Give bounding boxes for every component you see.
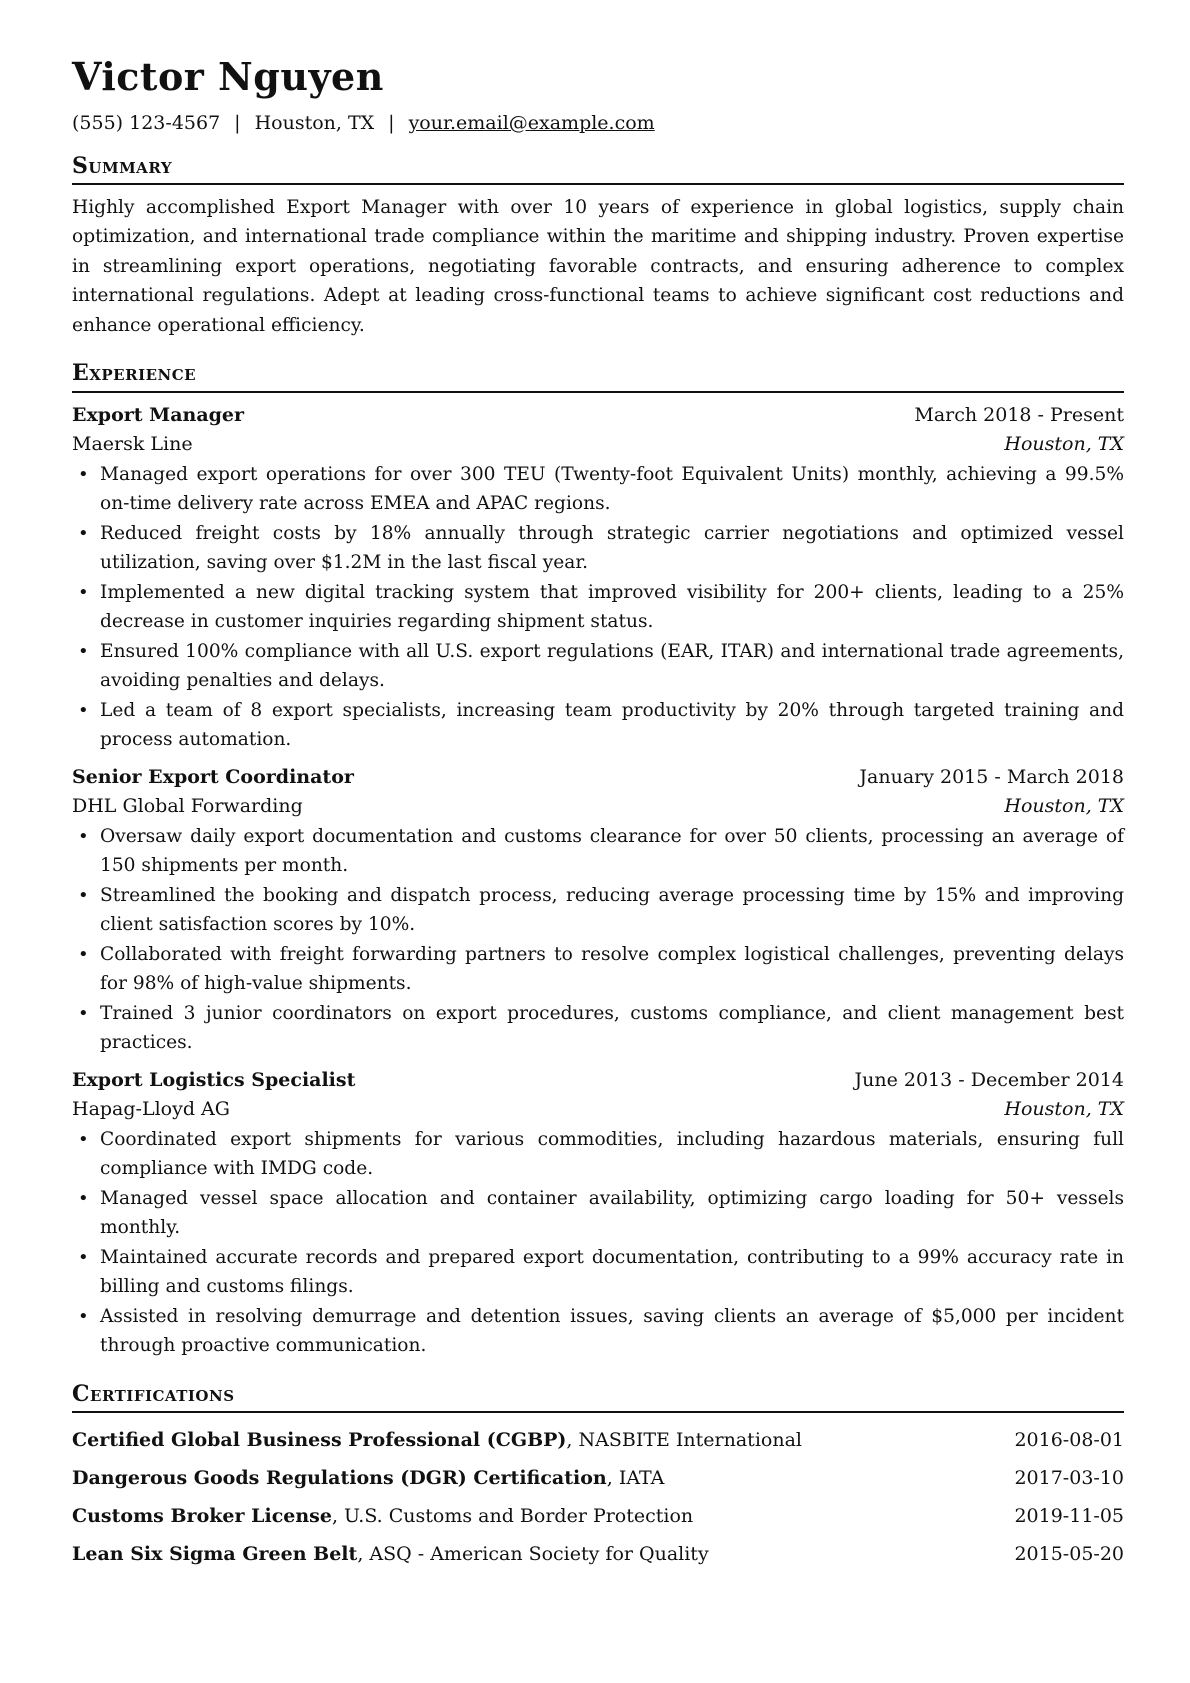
bullet-text: Oversaw daily export documentation and customs clearance for over 50 clients, processing an average of 150 shipments per month. [100, 825, 1124, 877]
job-dates: January 2015 - March 2018 [859, 765, 1124, 788]
summary-text: Highly accomplished Export Manager with over 10 years of experience in global logistics, supply chain optimization, and international trade compliance within the maritime and shipping industry. Proven expertise in streamlining export operations, negotiating favorable contracts, and ensuring adherence to complex international regulations. Adept at leading cross-functional teams to achieve significant cost reductions and enhance operational efficiency. [72, 196, 1124, 336]
bullet-text: Managed export operations for over 300 TEU (Twenty-foot Equivalent Units) monthly, achieving a 99.5% on-time delivery rate across EMEA and APAC regions. [100, 463, 1124, 515]
list-item [72, 578, 1124, 637]
job-title: Senior Export Coordinator [72, 765, 354, 788]
job-location: Houston, TX [1004, 433, 1124, 456]
certification-info [72, 1535, 709, 1573]
certification-name: Dangerous Goods Regulations (DGR) Certification [72, 1467, 607, 1490]
list-item [72, 999, 1124, 1058]
job-entry [72, 401, 1124, 755]
bullet-text: Assisted in resolving demurrage and detention issues, saving clients an average of $5,000 per incident through proactive communication. [100, 1305, 1124, 1357]
phone: (555) 123-4567 [72, 111, 221, 134]
bullet-text: Trained 3 junior coordinators on export procedures, customs compliance, and client management best practices. [100, 1002, 1124, 1054]
section-title-summary: Summary [72, 152, 173, 179]
certification-date: 2019-11-05 [1014, 1505, 1124, 1528]
job-subheader [72, 1095, 1124, 1125]
separator: | [234, 111, 241, 134]
job-header [72, 1066, 1124, 1096]
certification-issuer: , ASQ - American Society for Quality [357, 1543, 709, 1566]
bullet-icon: • [78, 463, 89, 485]
bullet-icon: • [78, 943, 89, 965]
section-title-certifications: Certifications [72, 1380, 235, 1407]
certification-info [72, 1421, 802, 1459]
certification-issuer: , U.S. Customs and Border Protection [331, 1505, 694, 1528]
job-company: Maersk Line [72, 433, 193, 456]
certification-issuer: , NASBITE International [566, 1429, 802, 1452]
section-divider [72, 391, 1124, 393]
job-header [72, 401, 1124, 431]
job-title: Export Manager [72, 403, 245, 426]
section-divider [72, 1411, 1124, 1413]
job-bullets [72, 822, 1124, 1058]
bullet-text: Managed vessel space allocation and container availability, optimizing cargo loading for 50+ vessels monthly. [100, 1187, 1124, 1239]
job-subheader [72, 792, 1124, 822]
candidate-name: Victor Nguyen [72, 54, 384, 99]
list-item [72, 696, 1124, 755]
bullet-text: Maintained accurate records and prepared export documentation, contributing to a 99% accuracy rate in billing and customs filings. [100, 1246, 1124, 1298]
job-bullets [72, 460, 1124, 755]
job-title: Export Logistics Specialist [72, 1068, 356, 1091]
list-item [72, 881, 1124, 940]
bullet-icon: • [78, 1246, 89, 1268]
bullet-icon: • [78, 640, 89, 662]
job-header [72, 763, 1124, 793]
job-location: Houston, TX [1004, 1098, 1124, 1121]
certification-row [72, 1421, 1124, 1459]
bullet-icon: • [78, 1002, 89, 1024]
job-location: Houston, TX [1004, 795, 1124, 818]
email-link[interactable]: your.email@example.com [408, 111, 655, 134]
certification-date: 2016-08-01 [1014, 1429, 1124, 1452]
bullet-icon: • [78, 522, 89, 544]
bullet-icon: • [78, 699, 89, 721]
bullet-text: Implemented a new digital tracking system that improved visibility for 200+ clients, leading to a 25% decrease in customer inquiries regarding shipment status. [100, 581, 1124, 633]
certification-info [72, 1497, 693, 1535]
certification-name: Lean Six Sigma Green Belt [72, 1543, 358, 1566]
certifications-section [72, 1381, 1124, 1573]
bullet-icon: • [78, 581, 89, 603]
bullet-text: Ensured 100% compliance with all U.S. export regulations (EAR, ITAR) and international trade agreements, avoiding penalties and delays. [100, 640, 1124, 692]
summary-section [72, 153, 1124, 341]
bullet-text: Streamlined the booking and dispatch process, reducing average processing time by 15% and improving client satisfaction scores by 10%. [100, 884, 1124, 936]
job-company: Hapag-Lloyd AG [72, 1098, 230, 1121]
bullet-text: Reduced freight costs by 18% annually through strategic carrier negotiations and optimized vessel utilization, saving over $1.2M in the last fiscal year. [100, 522, 1124, 574]
location: Houston, TX [254, 111, 375, 134]
job-bullets [72, 1125, 1124, 1361]
certification-date: 2017-03-10 [1014, 1467, 1124, 1490]
certification-info [72, 1459, 664, 1497]
certification-name: Customs Broker License [72, 1505, 332, 1528]
list-item [72, 940, 1124, 999]
job-entry [72, 1066, 1124, 1361]
certification-name: Certified Global Business Professional (CGBP) [72, 1429, 567, 1452]
list-item [72, 1125, 1124, 1184]
bullet-icon: • [78, 1187, 89, 1209]
bullet-text: Led a team of 8 export specialists, increasing team productivity by 20% through targeted training and process automation. [100, 699, 1124, 751]
certification-issuer: , IATA [606, 1467, 665, 1490]
bullet-icon: • [78, 884, 89, 906]
bullet-icon: • [78, 825, 89, 847]
list-item [72, 1302, 1124, 1361]
list-item [72, 822, 1124, 881]
certification-row [72, 1535, 1124, 1573]
job-subheader [72, 430, 1124, 460]
job-dates: March 2018 - Present [914, 403, 1124, 426]
bullet-icon: • [78, 1305, 89, 1327]
list-item [72, 460, 1124, 519]
certification-row [72, 1497, 1124, 1535]
list-item [72, 1243, 1124, 1302]
job-company: DHL Global Forwarding [72, 795, 303, 818]
experience-section [72, 360, 1124, 1360]
job-entry [72, 763, 1124, 1058]
list-item [72, 519, 1124, 578]
section-title-experience: Experience [72, 360, 197, 387]
bullet-text: Coordinated export shipments for various commodities, including hazardous materials, ensuring full compliance with IMDG code. [100, 1128, 1124, 1180]
certification-date: 2015-05-20 [1014, 1543, 1124, 1566]
job-dates: June 2013 - December 2014 [854, 1068, 1124, 1091]
list-item [72, 1184, 1124, 1243]
section-divider [72, 183, 1124, 185]
list-item [72, 637, 1124, 696]
bullet-text: Collaborated with freight forwarding partners to resolve complex logistical challenges, preventing delays for 98% of high-value shipments. [100, 943, 1124, 995]
certification-row [72, 1459, 1124, 1497]
contact-line [72, 112, 1124, 135]
resume-page [72, 56, 1124, 1573]
separator: | [388, 111, 395, 134]
bullet-icon: • [78, 1128, 89, 1150]
